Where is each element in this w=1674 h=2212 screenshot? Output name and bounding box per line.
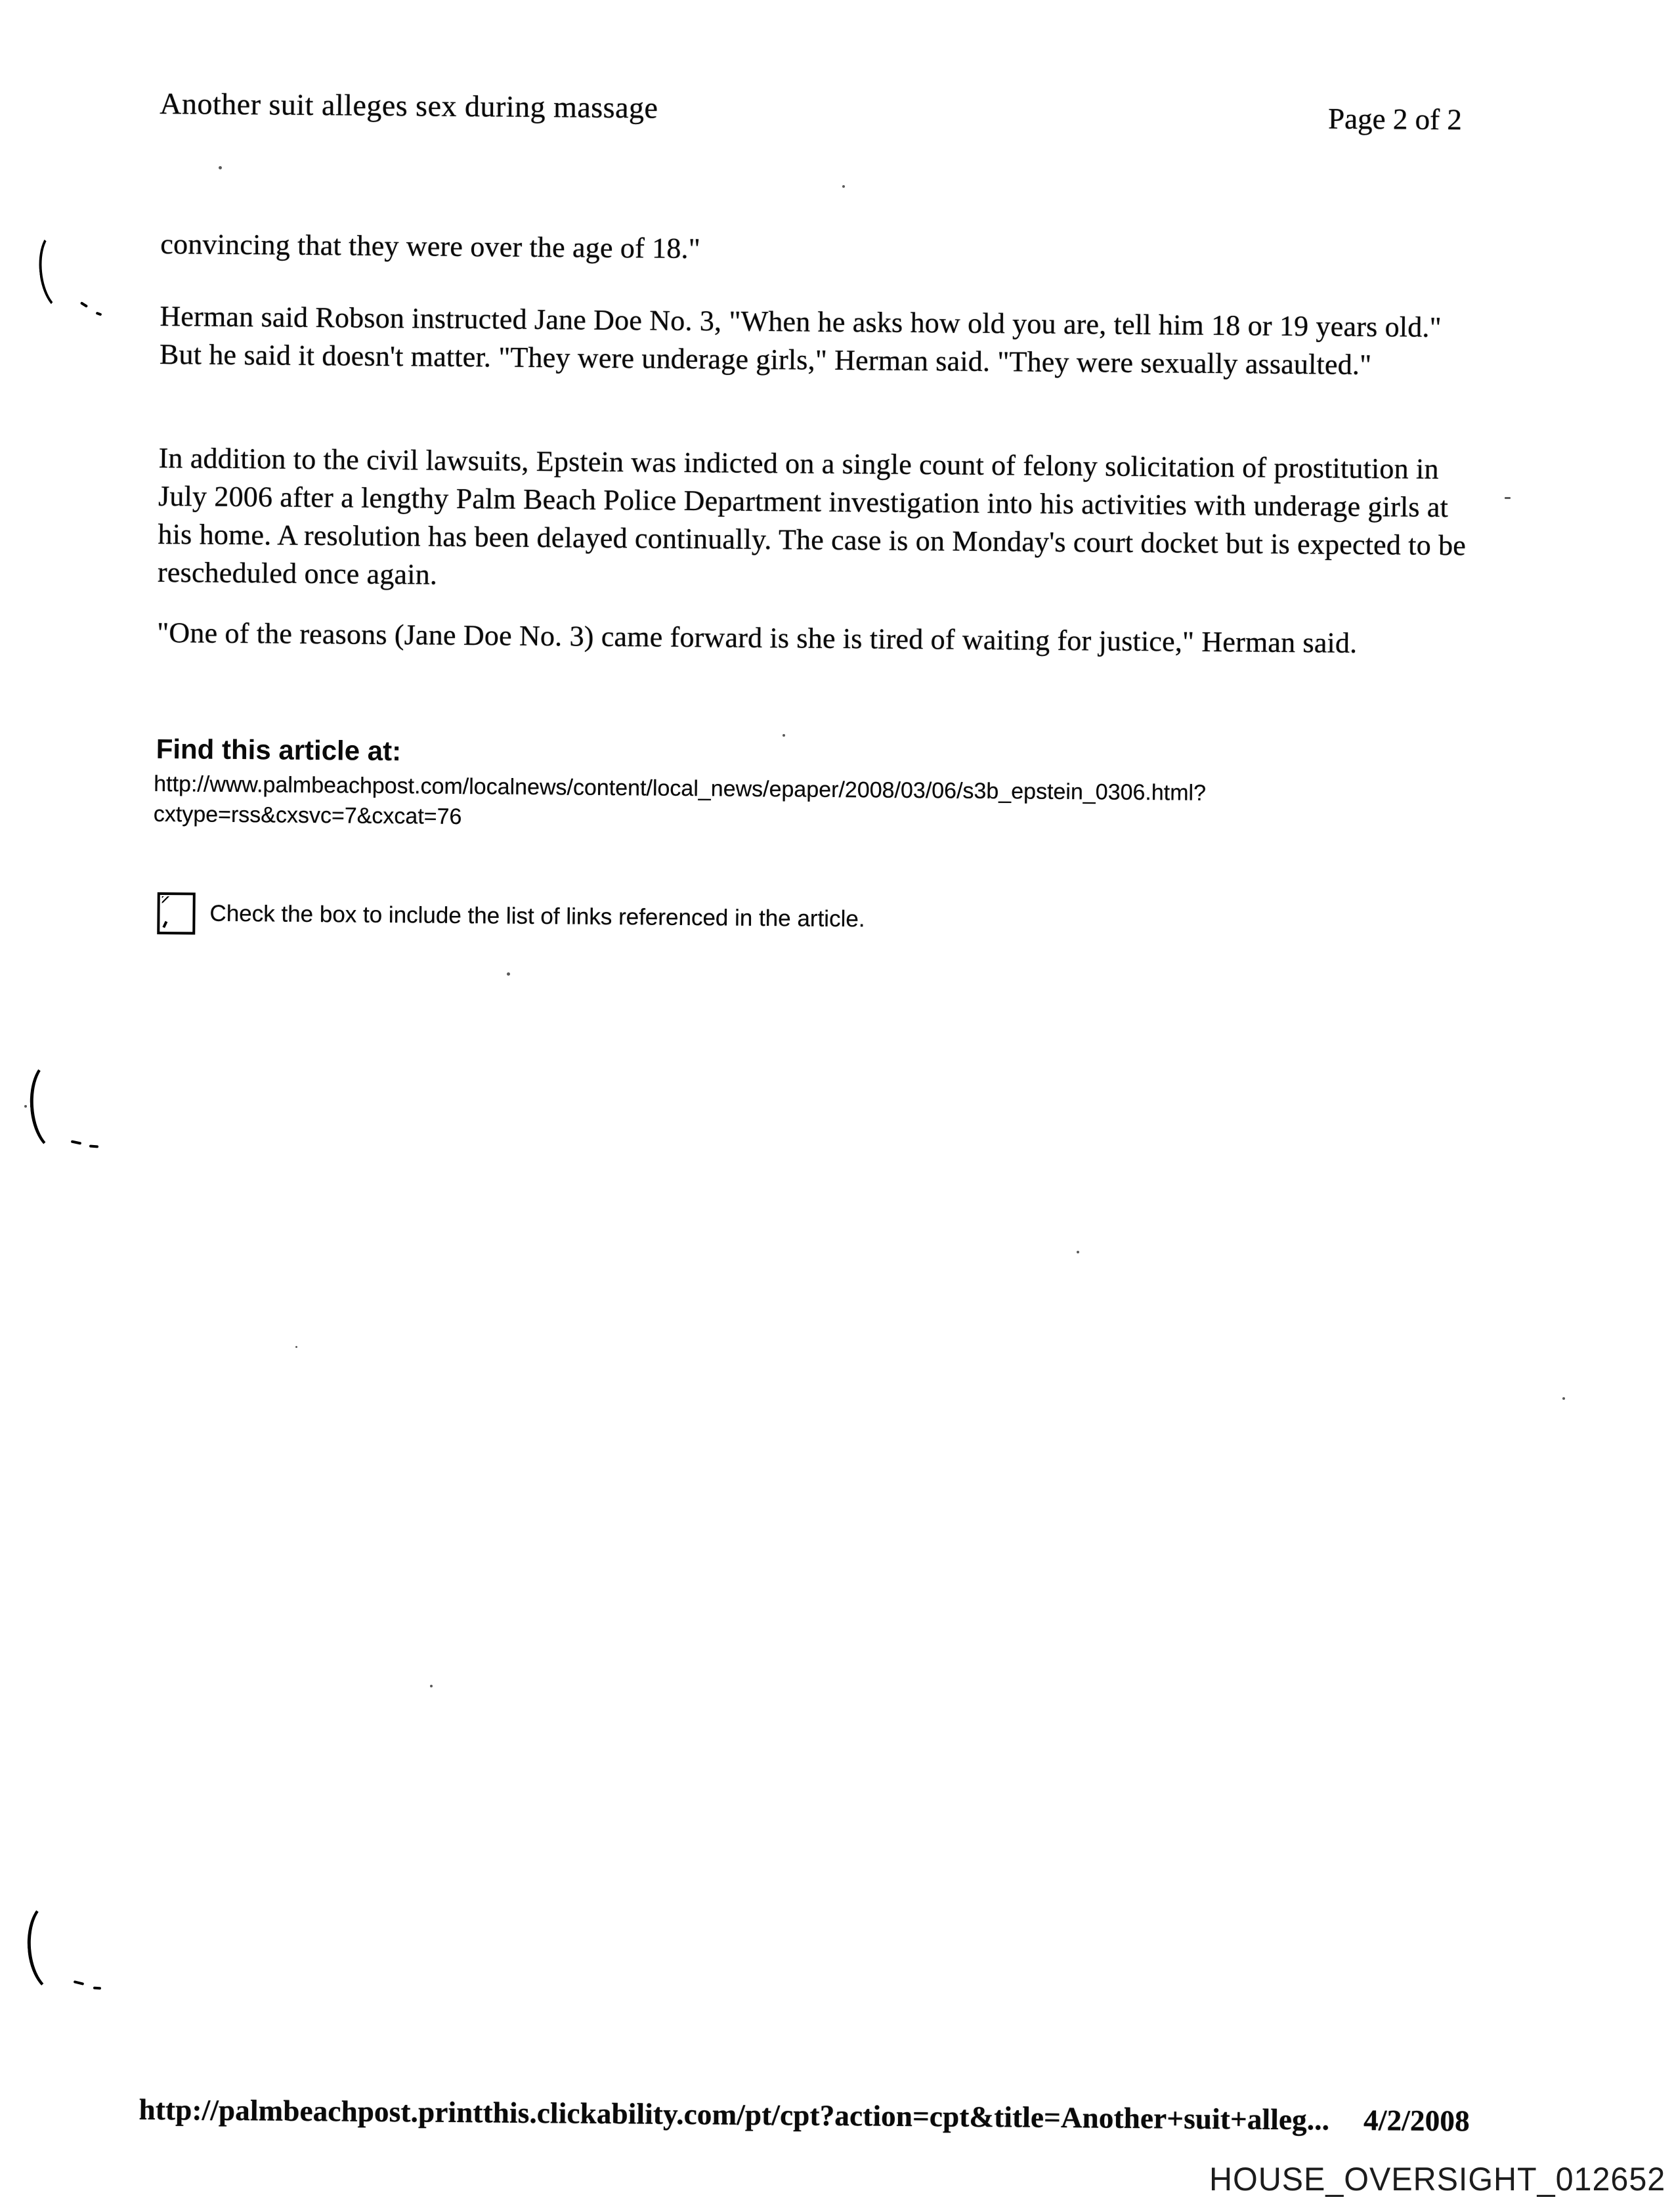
scan-speck [783, 734, 785, 737]
article-title: Another suit alleges sex during massage [160, 86, 658, 125]
scan-speck [295, 1346, 297, 1348]
scan-speck [430, 1685, 433, 1687]
scan-speck [219, 166, 222, 169]
find-article-heading: Find this article at: [156, 733, 402, 767]
article-paragraph: In addition to the civil lawsuits, Epstein was indicted on a single count of felony solicitation of prostitution in July 2006 after a lengthy Palm Beach Police Department investigation into his activities with underage girls at his home. A resolution has been delayed continually. The case is on Monday's court docket but is expected to be rescheduled once again. [157, 441, 1467, 591]
include-links-checkbox[interactable] [157, 892, 196, 935]
scan-speck [1077, 1251, 1079, 1253]
footer-print-date: 4/2/2008 [1363, 2104, 1470, 2138]
bates-stamp: HOUSE_OVERSIGHT_012652 [1209, 2161, 1666, 2198]
article-url-line-1: http://www.palmbeachpost.com/localnews/content/local_news/epaper/2008/03/06/s3b_epstein_0306.html? [154, 771, 1207, 806]
page-number: Page 2 of 2 [1327, 102, 1463, 137]
scan-speck [507, 972, 510, 976]
article-paragraph: Herman said Robson instructed Jane Doe No. 3, "When he asks how old you are, tell him 18 or 19 years old." But he said it doesn't matter. "They were underage girls," Herman said. "They were sexually assaulted." [159, 299, 1442, 381]
article-url-line-2: cxtype=rss&cxsvc=7&cxcat=76 [153, 801, 462, 829]
article-paragraph: "One of the reasons (Jane Doe No. 3) came forward is she is tired of waiting for justice," Herman said. [157, 616, 1358, 659]
article-paragraph: convincing that they were over the age of 18." [160, 227, 701, 265]
scan-speck [24, 1105, 27, 1108]
include-links-label: Check the box to include the list of links referenced in the article. [209, 900, 865, 932]
scan-speck [1505, 497, 1511, 499]
scan-speck [842, 185, 845, 188]
footer-source-url: http://palmbeachpost.printthis.clickability.com/pt/cpt?action=cpt&title=Another+suit+alleg... [139, 2093, 1330, 2136]
include-links-option [157, 892, 865, 940]
print-footer [139, 2093, 1470, 2138]
scan-artifact-mark [93, 1987, 101, 1990]
scan-speck [1562, 1397, 1565, 1400]
